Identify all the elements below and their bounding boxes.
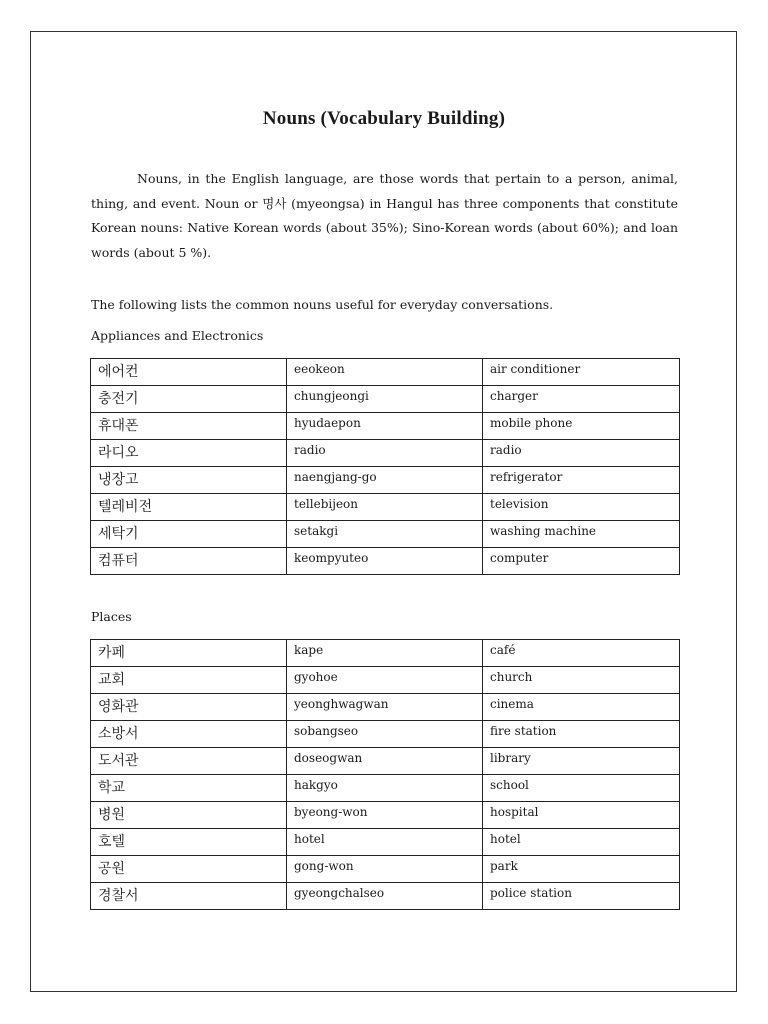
table-row bbox=[91, 829, 680, 856]
romanization-cell: hotel bbox=[287, 829, 483, 856]
english-meaning-cell: computer bbox=[483, 548, 680, 575]
english-meaning-cell: cinema bbox=[483, 694, 680, 721]
table-row bbox=[91, 521, 680, 548]
romanization-cell: chungjeongi bbox=[287, 386, 483, 413]
korean-word-cell: 컴퓨터 bbox=[91, 548, 287, 575]
romanization-cell: hakgyo bbox=[287, 775, 483, 802]
korean-word-cell: 카페 bbox=[91, 640, 287, 667]
romanization-cell: gyeongchalseo bbox=[287, 883, 483, 910]
korean-word-cell: 냉장고 bbox=[91, 467, 287, 494]
table-row bbox=[91, 467, 680, 494]
english-meaning-cell: air conditioner bbox=[483, 359, 680, 386]
lead-sentence: The following lists the common nouns useful for everyday conversations. bbox=[91, 297, 554, 312]
korean-word-cell: 휴대폰 bbox=[91, 413, 287, 440]
table-row bbox=[91, 694, 680, 721]
english-meaning-cell: church bbox=[483, 667, 680, 694]
romanization-cell: naengjang-go bbox=[287, 467, 483, 494]
romanization-cell: hyudaepon bbox=[287, 413, 483, 440]
places-table-body bbox=[91, 640, 680, 910]
table-row bbox=[91, 640, 680, 667]
section-heading-places: Places bbox=[91, 609, 132, 624]
table-row bbox=[91, 721, 680, 748]
romanization-cell: radio bbox=[287, 440, 483, 467]
table-row bbox=[91, 440, 680, 467]
korean-word-cell: 영화관 bbox=[91, 694, 287, 721]
romanization-cell: byeong-won bbox=[287, 802, 483, 829]
table-row bbox=[91, 494, 680, 521]
intro-text: Nouns, in the English language, are those words that pertain to a person, animal, thing, and event. Noun or 명사 (myeongsa) in Hangul has three components that constitute Korean nouns: Native Korean words (about 35%); Sino-Korean words (about 60%); and loan words (about 5 %). bbox=[91, 171, 678, 260]
appliances-table-body bbox=[91, 359, 680, 575]
table-row bbox=[91, 883, 680, 910]
korean-word-cell: 공원 bbox=[91, 856, 287, 883]
table-row bbox=[91, 359, 680, 386]
romanization-cell: setakgi bbox=[287, 521, 483, 548]
table-row bbox=[91, 386, 680, 413]
romanization-cell: eeokeon bbox=[287, 359, 483, 386]
romanization-cell: sobangseo bbox=[287, 721, 483, 748]
table-row bbox=[91, 548, 680, 575]
korean-word-cell: 소방서 bbox=[91, 721, 287, 748]
romanization-cell: keompyuteo bbox=[287, 548, 483, 575]
korean-word-cell: 교회 bbox=[91, 667, 287, 694]
english-meaning-cell: park bbox=[483, 856, 680, 883]
korean-word-cell: 텔레비전 bbox=[91, 494, 287, 521]
english-meaning-cell: television bbox=[483, 494, 680, 521]
korean-word-cell: 세탁기 bbox=[91, 521, 287, 548]
appliances-table bbox=[90, 358, 680, 575]
english-meaning-cell: school bbox=[483, 775, 680, 802]
korean-word-cell: 도서관 bbox=[91, 748, 287, 775]
places-table bbox=[90, 639, 680, 910]
korean-word-cell: 라디오 bbox=[91, 440, 287, 467]
romanization-cell: gong-won bbox=[287, 856, 483, 883]
korean-word-cell: 학교 bbox=[91, 775, 287, 802]
korean-word-cell: 경찰서 bbox=[91, 883, 287, 910]
english-meaning-cell: refrigerator bbox=[483, 467, 680, 494]
english-meaning-cell: police station bbox=[483, 883, 680, 910]
page-title: Nouns (Vocabulary Building) bbox=[262, 107, 506, 129]
intro-paragraph bbox=[91, 167, 678, 265]
romanization-cell: yeonghwagwan bbox=[287, 694, 483, 721]
romanization-cell: doseogwan bbox=[287, 748, 483, 775]
korean-word-cell: 에어컨 bbox=[91, 359, 287, 386]
korean-word-cell: 병원 bbox=[91, 802, 287, 829]
table-row bbox=[91, 748, 680, 775]
table-row bbox=[91, 413, 680, 440]
english-meaning-cell: library bbox=[483, 748, 680, 775]
table-row bbox=[91, 856, 680, 883]
romanization-cell: kape bbox=[287, 640, 483, 667]
romanization-cell: tellebijeon bbox=[287, 494, 483, 521]
english-meaning-cell: charger bbox=[483, 386, 680, 413]
english-meaning-cell: radio bbox=[483, 440, 680, 467]
english-meaning-cell: hotel bbox=[483, 829, 680, 856]
korean-word-cell: 호텔 bbox=[91, 829, 287, 856]
romanization-cell: gyohoe bbox=[287, 667, 483, 694]
table-row bbox=[91, 775, 680, 802]
english-meaning-cell: mobile phone bbox=[483, 413, 680, 440]
english-meaning-cell: café bbox=[483, 640, 680, 667]
english-meaning-cell: fire station bbox=[483, 721, 680, 748]
korean-word-cell: 충전기 bbox=[91, 386, 287, 413]
table-row bbox=[91, 802, 680, 829]
section-heading-appliances: Appliances and Electronics bbox=[91, 328, 264, 343]
english-meaning-cell: washing machine bbox=[483, 521, 680, 548]
table-row bbox=[91, 667, 680, 694]
english-meaning-cell: hospital bbox=[483, 802, 680, 829]
